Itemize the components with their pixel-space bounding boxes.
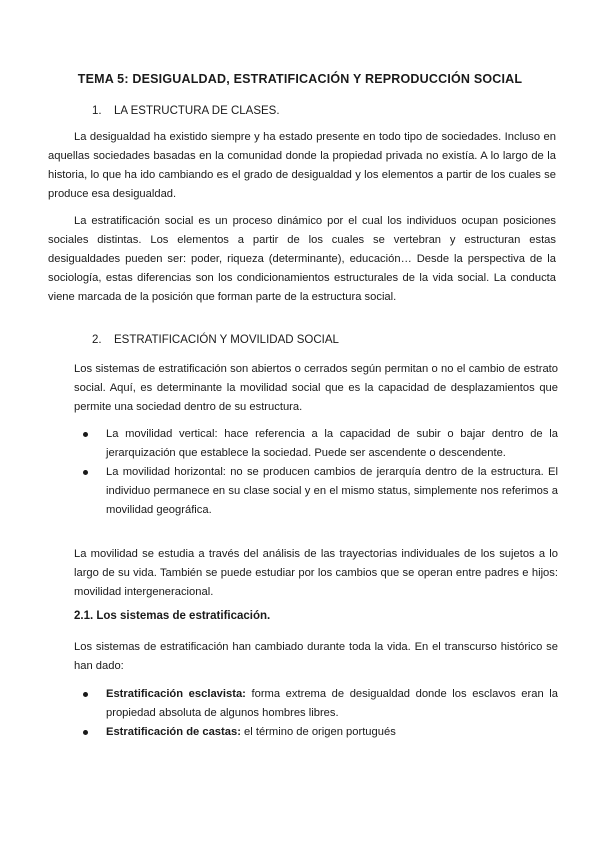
section-2-intro: Los sistemas de estratificación son abiertos o cerrados según permitan o no el cambio de estrato social. Aquí, es determinante la movilidad social que es la capacidad de desplazamientos que permite una sociedad dentro de su estructura.: [74, 363, 558, 413]
section-2-number: 2.: [92, 334, 102, 346]
section-2-1-heading: 2.1. Los sistemas de estratificación.: [74, 610, 271, 622]
stratification-bullet-list: [74, 685, 558, 742]
section-2-closing: La movilidad se estudia a través del análisis de las trayectorias individuales de los sujetos a lo largo de su vida. También se puede estudiar por los cambios que se operan entre padres e hijos: movilidad intergeneracional.: [74, 548, 558, 598]
slavery-text: forma extrema de desigualdad donde los esclavos eran la propiedad absoluta de algunos hombres libres.: [106, 688, 558, 719]
caste-text: el término de origen portugués: [240, 726, 396, 738]
bullet-vertical-mobility: La movilidad vertical: hace referencia a la capacidad de subir o bajar dentro de la jerarquización que establece la sociedad. Puede ser ascendente o descendente.: [74, 425, 558, 463]
slavery-term: Estratificación esclavista:: [106, 688, 246, 700]
section-2-heading: [92, 332, 339, 348]
section-1-heading: [92, 103, 280, 119]
section-1-title: LA ESTRUCTURA DE CLASES.: [114, 105, 280, 117]
mobility-bullet-list: [74, 425, 558, 520]
section-1-paragraph-1: La desigualdad ha existido siempre y ha estado presente en todo tipo de sociedades. Incluso en aquellas sociedades basadas en la comunidad donde la propiedad privada no existía. A lo largo de la historia, lo que ha ido cambiando es el grado de desigualdad y los elementos a partir de los cuales se produce esa desigualdad.: [48, 131, 556, 200]
section-2-1-intro: Los sistemas de estratificación han cambiado durante toda la vida. En el transcurso histórico se han dado:: [74, 641, 558, 672]
bullet-caste-stratification: [74, 723, 558, 742]
caste-term: Estratificación de castas:: [106, 726, 241, 738]
bullet-slavery-stratification: [74, 685, 558, 723]
bullet-horizontal-mobility: La movilidad horizontal: no se producen cambios de jerarquía dentro de la estructura. El individuo permanece en su clase social y en el mismo status, simplemente nos referimos a movilidad geográfica.: [74, 463, 558, 520]
section-1-paragraph-2: La estratificación social es un proceso dinámico por el cual los individuos ocupan posiciones sociales distintas. Los elementos a partir de los cuales se vertebran y estructuran estas desigualdades pueden ser: poder, riqueza (determinante), educación… Desde la perspectiva de la sociología, estas diferencias son los condicionamientos estructurales de la vida social. La conducta viene marcada de la posición que forman parte de la estructura social.: [48, 215, 556, 303]
document-title: TEMA 5: DESIGUALDAD, ESTRATIFICACIÓN Y REPRODUCCIÓN SOCIAL: [77, 72, 523, 86]
section-2-title: ESTRATIFICACIÓN Y MOVILIDAD SOCIAL: [114, 334, 339, 346]
section-1-number: 1.: [92, 105, 102, 117]
